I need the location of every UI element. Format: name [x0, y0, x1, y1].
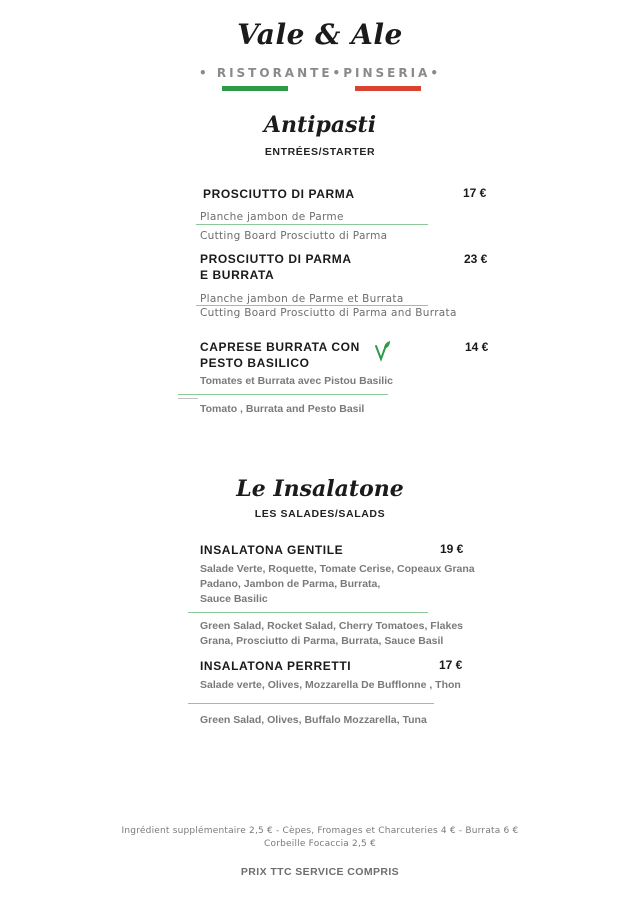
dish-desc-fr-line: Padano, Jambon de Parma, Burrata,	[200, 578, 381, 590]
vegetarian-leaf-icon	[372, 340, 392, 362]
dish-name	[200, 339, 360, 371]
dish-desc-fr: Planche jambon de Parme	[200, 211, 344, 223]
dish-price: 23 €	[464, 252, 488, 266]
divider	[188, 703, 434, 704]
footer-extras: Ingrédient supplémentaire 2,5 € - Cèpes, Fromages et Charcuteries 4 € - Burrata 6 €	[121, 826, 519, 836]
flag-stripe-red	[355, 86, 421, 91]
dish-desc-fr-line: Sauce Basilic	[200, 593, 268, 605]
dish-price: 17 €	[439, 658, 463, 672]
dish-desc-en: Cutting Board Prosciutto di Parma	[200, 230, 388, 242]
dish-desc-fr: Tomates et Burrata avec Pistou Basilic	[200, 375, 393, 387]
dish-desc-fr-line: Salade Verte, Roquette, Tomate Cerise, Copeaux Grana	[200, 563, 475, 575]
restaurant-subtitle: • RISTORANTE•PINSERIA•	[198, 66, 441, 80]
dish-price: 17 €	[463, 186, 487, 200]
section-subtitle-antipasti: ENTRÉES/STARTER	[264, 146, 376, 158]
restaurant-name: Vale & Ale	[237, 18, 403, 51]
divider	[196, 224, 428, 225]
dish-desc-en: Tomato , Burrata and Pesto Basil	[200, 403, 365, 415]
dish-desc-en-line: Green Salad, Rocket Salad, Cherry Tomatoes, Flakes	[200, 620, 463, 632]
section-title-antipasti: Antipasti	[263, 112, 377, 138]
flag-stripe-white	[288, 86, 355, 91]
dish-name	[200, 251, 352, 283]
divider	[178, 394, 388, 395]
dish-desc-en: Cutting Board Prosciutto di Parma and Burrata	[200, 307, 457, 319]
dish-name: INSALATONA PERRETTI	[200, 659, 352, 673]
dish-name-line1: CAPRESE BURRATA CON	[200, 340, 360, 354]
section-subtitle-insalatone: LES SALADES/SALADS	[254, 508, 386, 520]
dish-name-line1: PROSCIUTTO DI PARMA	[200, 252, 352, 266]
dish-desc-fr	[200, 562, 475, 607]
dish-desc-en-line: Grana, Prosciutto di Parma, Burrata, Sauce Basil	[200, 635, 444, 647]
dish-name: PROSCIUTTO DI PARMA	[203, 187, 355, 201]
divider	[188, 612, 428, 613]
dish-desc-en: Green Salad, Olives, Buffalo Mozzarella, Tuna	[200, 714, 427, 726]
dish-desc-fr: Salade verte, Olives, Mozzarella De Bufflonne , Thon	[200, 679, 461, 691]
section-title-insalatone: Le Insalatone	[236, 476, 404, 502]
dish-name: INSALATONA GENTILE	[200, 543, 344, 557]
flag-stripe-green	[222, 86, 288, 91]
divider-accent	[178, 398, 198, 399]
dish-desc-en	[200, 619, 463, 649]
footer-prices-note: PRIX TTC SERVICE COMPRIS	[240, 866, 400, 878]
dish-name-line2: E BURRATA	[200, 268, 275, 282]
footer-focaccia: Corbeille Focaccia 2,5 €	[264, 839, 376, 849]
dish-price: 14 €	[465, 340, 489, 354]
dish-desc-fr: Planche jambon de Parme et Burrata	[200, 293, 404, 305]
dish-name-line2: PESTO BASILICO	[200, 356, 310, 370]
dish-price: 19 €	[440, 542, 464, 556]
